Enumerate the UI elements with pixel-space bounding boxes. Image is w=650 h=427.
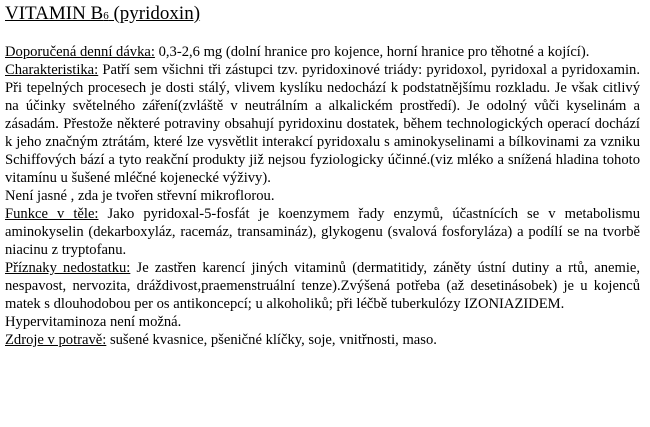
text-not-known: Není jasné , zda je tvořen střevní mikroflorou. bbox=[5, 188, 275, 204]
paragraph-characteristics bbox=[5, 61, 640, 187]
paragraph-hyper bbox=[5, 313, 640, 331]
text-dose: 0,3-2,6 mg (dolní hranice pro kojence, horní hranice pro těhotné a kojící). bbox=[154, 44, 590, 60]
document-page bbox=[5, 0, 640, 349]
label-function: Funkce v těle: bbox=[5, 206, 99, 222]
label-deficiency: Příznaky nedostatku: bbox=[5, 260, 131, 276]
label-sources: Zdroje v potravě: bbox=[5, 332, 107, 348]
label-dose: Doporučená denní dávka: bbox=[5, 44, 155, 60]
title-vitamin: VITAMIN B bbox=[5, 3, 104, 24]
title-name: (pyridoxin) bbox=[108, 3, 201, 24]
text-hyper: Hypervitaminoza není možná. bbox=[5, 314, 182, 330]
text-sources: sušené kvasnice, pšeničné klíčky, soje, vnitřnosti, maso. bbox=[106, 332, 437, 348]
paragraph-sources bbox=[5, 331, 640, 349]
page-title bbox=[5, 2, 640, 28]
paragraph-function bbox=[5, 205, 640, 259]
text-deficiency: Je zastřen karencí jiných vitaminů (dermatitidy, záněty ústní dutiny a rtů, anemie, nespavost, nervozita, dráždivost,praemenstruální tenze).Zvýšená potřeba (až desetinásobek) je u kojenců matek s dlouhodobou per os antikoncepcí; u alkoholiků; při léčbě tuberkulózy IZONIAZIDEM. bbox=[5, 260, 640, 312]
paragraph-dose bbox=[5, 43, 640, 61]
document-body bbox=[5, 43, 640, 349]
label-characteristics: Charakteristika: bbox=[5, 62, 99, 78]
text-characteristics: Patří sem všichni tři zástupci tzv. pyridoxinové triády: pyridoxol, pyridoxal a pyridoxamin. Při tepelných procesech je dosti stálý, vlivem kyslíku nedochází k podstatnějšímu rozkladu. Je však citlivý na účinky světelného záření(zvláště v neutrálním a alkalickém prostředí). Je odolný vůči kyselinám a zásadám. Přestože některé potraviny obsahují pyridoxinu dostatek, během technologických operací dochází k jeho značným ztrátám, které lze vysvětlit interakcí pyridoxalu s aminokyselinami a bílkovinami za vzniku Schiffových bází a tyto reakční produkty již nejsou fyziologicky účinné.(viz mléko a snížená hladina tohoto vitamínu u šušené mléčné kojenecké výživy). bbox=[5, 62, 640, 186]
paragraph-deficiency bbox=[5, 259, 640, 313]
paragraph-not-known bbox=[5, 187, 640, 205]
text-function: Jako pyridoxal-5-fosfát je koenzymem řady enzymů, účastnících se v metabolismu aminokyselin (dekarboxyláz, racemáz, transamináz), glykogenu (svalová fosforyláza) a podílí se na tvorbě niacinu z tryptofanu. bbox=[5, 206, 640, 258]
title-subscript: 6 bbox=[103, 10, 109, 22]
